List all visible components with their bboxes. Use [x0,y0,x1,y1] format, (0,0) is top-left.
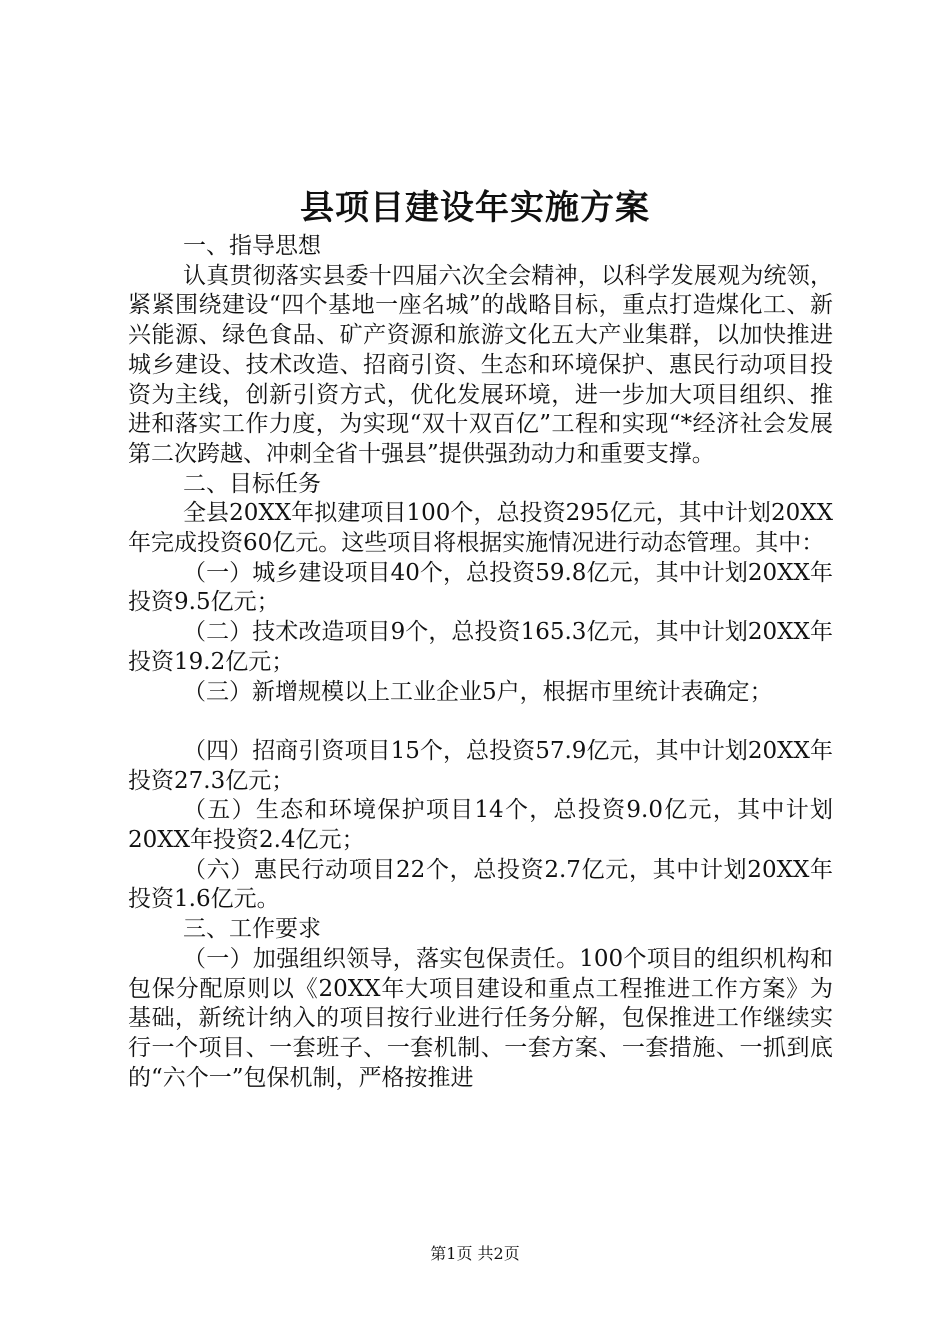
list-item-new-enterprises: （三）新增规模以上工业企业5户，根据市里统计表确定； [183,678,773,705]
document-body [128,232,833,1093]
paragraph-guiding-ideology: 认真贯彻落实县委十四届六次全会精神，以科学发展观为统领，紧紧围绕建设“四个基地一座名城”的战略目标，重点打造煤化工、新兴能源、绿色食品、矿产资源和旅游文化五大产业集群，以加快推进城乡建设、技术改造、招商引资、生态和环境保护、惠民行动项目投资为主线，创新引资方式，优化发展环境，进一步加大项目组织、推进和落实工作力度，为实现“双十双百亿”工程和实现“*经济社会发展第二次跨越、冲刺全省十强县”提供强劲动力和重要支撑。 [128,262,833,467]
list-item-urban-rural: （一）城乡建设项目40个，总投资59.8亿元，其中计划20XX年投资9.5亿元； [128,559,833,616]
paragraph-requirements-1: （一）加强组织领导，落实包保责任。100个项目的组织机构和包保分配原则以《20XX年大项目建设和重点工程推进工作方案》为基础，新统计纳入的项目按行业进行任务分解，包保推进工作继续实行一个项目、一套班子、一套机制、一套方案、一套措施、一抓到底的“六个一”包保机制，严格按推进 [128,945,833,1091]
list-item-tech-upgrade: （二）技术改造项目9个，总投资165.3亿元，其中计划20XX年投资19.2亿元； [128,619,833,675]
paragraph-goals-summary: 全县20XX年拟建项目100个，总投资295亿元，其中计划20XX年完成投资60亿元。这些项目将根据实施情况进行动态管理。其中： [128,500,833,557]
list-item-investment-attraction: （四）招商引资项目15个，总投资57.9亿元，其中计划20XX年投资27.3亿元； [128,737,833,794]
section-heading-goals: 二、目标任务 [183,470,321,497]
section-heading-requirements: 三、工作要求 [183,916,321,943]
list-item-public-welfare: （六）惠民行动项目22个，总投资2.7亿元，其中计划20XX年投资1.6亿元。 [128,856,833,913]
page-footer: 第1页 共2页 [430,1244,520,1263]
list-item-environment: （五）生态和环境保护项目14个，总投资9.0亿元，其中计划20XX年投资2.4亿元； [128,797,833,854]
document-title: 县项目建设年实施方案 [300,188,650,228]
section-heading-guiding-ideology: 一、指导思想 [183,233,321,259]
